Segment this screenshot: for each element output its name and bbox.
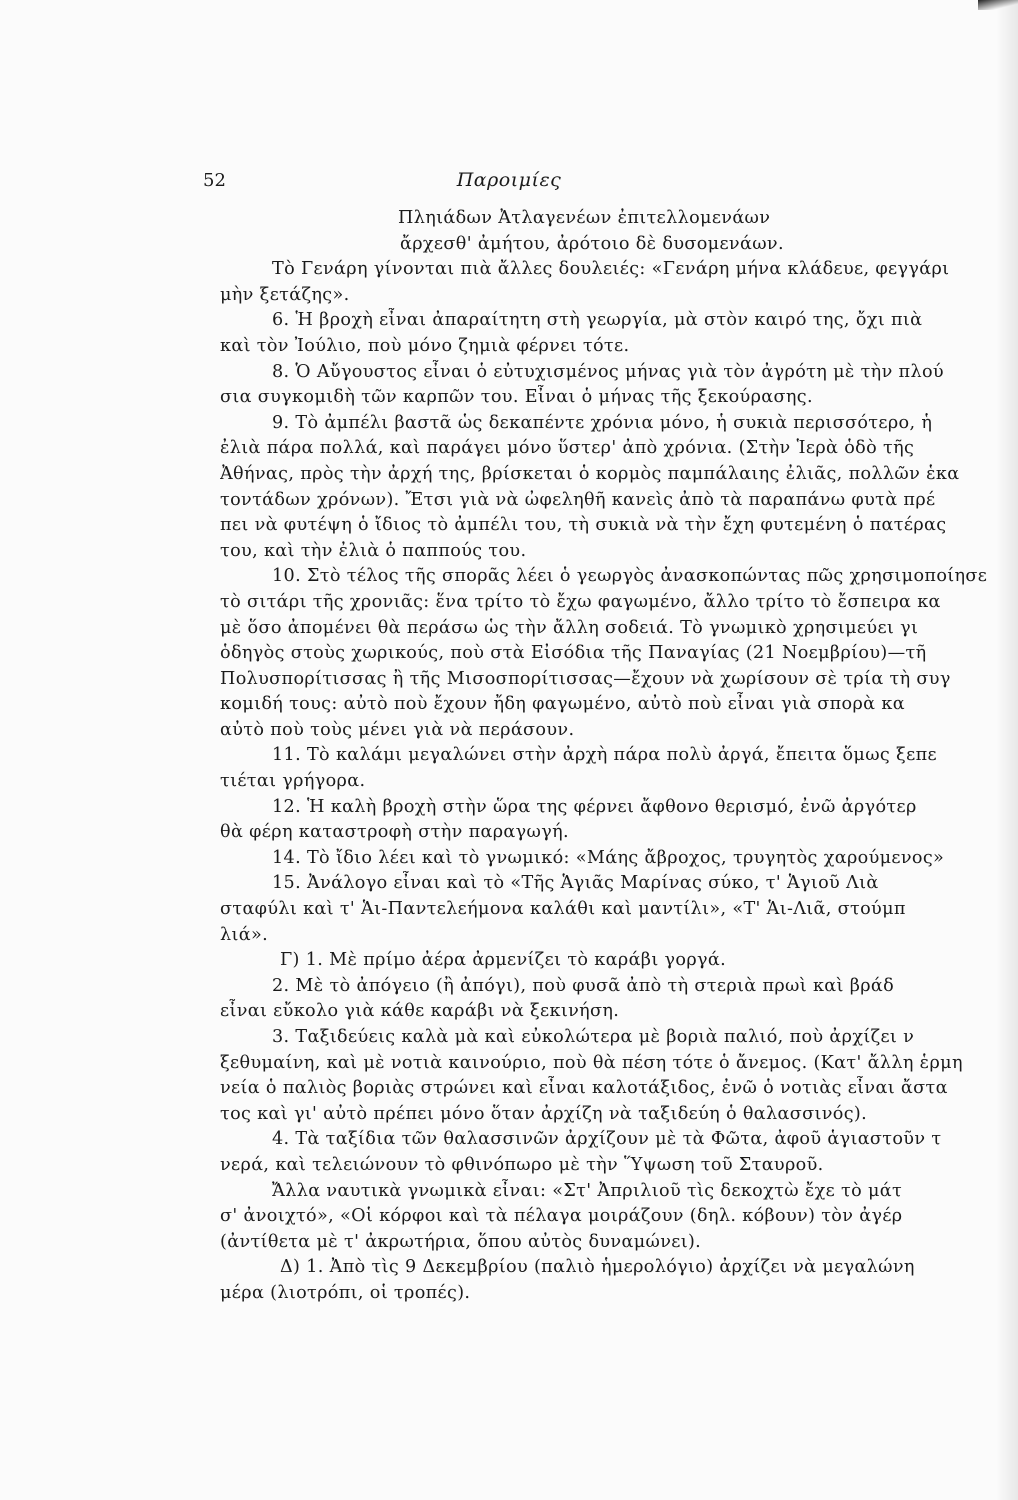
text-line — [220, 820, 1018, 846]
text-line — [220, 206, 1018, 232]
text-line-content: σια συγκομιδὴ τῶν καρπῶν του. Εἶναι ὁ μήνας τῆς ξεκούρασης. — [220, 387, 813, 408]
text-line — [220, 974, 1018, 1000]
text-line — [220, 667, 1018, 693]
text-line — [220, 923, 1018, 949]
text-line — [220, 871, 1018, 897]
text-line — [220, 1153, 1018, 1179]
text-line-content: τὸ σιτάρι τῆς χρονιᾶς: ἕνα τρίτο τὸ ἔχω φαγωμένο, ἄλλο τρίτο τὸ ἔσπειρα κα — [220, 591, 941, 612]
text-line-content: μὴν ξετάζης». — [220, 284, 350, 305]
text-line — [220, 769, 1018, 795]
text-line — [220, 1204, 1018, 1230]
text-line — [220, 436, 1018, 462]
text-line — [220, 1179, 1018, 1205]
text-line-content: σταφύλι καὶ τ' Ἁι-Παντελεήμονα καλάθι καὶ μαντίλι», «Τ' Ἁι-Λιᾶ, στούμπ — [220, 899, 906, 920]
text-line — [220, 846, 1018, 872]
text-line — [220, 488, 1018, 514]
text-line-content: 3. Ταξιδεύεις καλὰ μὰ καὶ εὐκολώτερα μὲ βοριὰ παλιό, ποὺ ἀρχίζει ν — [272, 1027, 915, 1047]
text-line — [220, 999, 1018, 1025]
text-line-content: 10. Στὸ τέλος τῆς σπορᾶς λέει ὁ γεωργὸς ἀνασκοπώντας πῶς χρησιμοποίησε — [272, 566, 988, 587]
text-line-content: 15. Ἀνάλογο εἶναι καὶ τὸ «Τῆς Ἁγιᾶς Μαρίνας σύκο, τ' Ἁγιοῦ Λιὰ — [272, 873, 879, 894]
text-line-content: Γ) 1. Μὲ πρίμο ἀέρα ἀρμενίζει τὸ καράβι γοργά. — [280, 950, 727, 971]
text-line — [220, 1102, 1018, 1128]
text-line-content: 8. Ὁ Αὔγουστος εἶναι ὁ εὐτυχισμένος μήνας γιὰ τὸν ἀγρότη μὲ τὴν πλού — [272, 361, 944, 382]
text-line — [220, 334, 1018, 360]
text-line-content: 14. Τὸ ἴδιο λέει καὶ τὸ γνωμικό: «Μάης ἄβροχος, τρυγητὸς χαρούμενος» — [272, 847, 945, 868]
text-line-content: μέρα (λιοτρόπι, οἱ τροπές). — [220, 1282, 471, 1303]
text-line — [220, 539, 1018, 565]
text-line-content: λιά». — [220, 924, 269, 945]
text-line-content: Τὸ Γενάρη γίνονται πιὰ ἄλλες δουλειές: «Γενάρη μήνα κλάδευε, φεγγάρι — [272, 259, 950, 280]
text-line-content: του, καὶ τὴν ἐλιὰ ὁ παππούς του. — [220, 540, 527, 561]
text-line-content: 9. Τὸ ἀμπέλι βαστᾶ ὡς δεκαπέντε χρόνια μόνο, ἡ συκιὰ περισσότερο, ἡ — [272, 412, 933, 433]
text-line — [220, 564, 1018, 590]
text-line-content: Πληιάδων Ἀτλαγενέων ἐπιτελλομενάων — [398, 208, 771, 228]
text-line — [220, 590, 1018, 616]
text-line-content: ἐλιὰ πάρα πολλά, καὶ παράγει μόνο ὕστερ' ἀπὸ χρόνια. (Στὴν Ἱερὰ ὁδὸ τῆς — [220, 438, 915, 459]
text-line-content: νερά, καὶ τελειώνουν τὸ φθινόπωρο μὲ τὴν Ὕψωση τοῦ Σταυροῦ. — [220, 1154, 824, 1175]
text-line — [220, 462, 1018, 488]
text-line-content: Δ) 1. Ἀπὸ τὶς 9 Δεκεμβρίου (παλιὸ ἡμερολόγιο) ἀρχίζει νὰ μεγαλώνη — [280, 1257, 915, 1278]
text-line-content: 2. Μὲ τὸ ἀπόγειο (ἢ ἀπόγι), ποὺ φυσᾶ ἀπὸ τὴ στεριὰ πρωὶ καὶ βράδ — [272, 975, 895, 996]
text-line — [220, 718, 1018, 744]
text-line — [220, 257, 1018, 283]
text-line-content: θὰ φέρη καταστροφὴ στὴν παραγωγή. — [220, 822, 569, 843]
text-line-content: τος καὶ γι' αὐτὸ πρέπει μόνο ὅταν ἀρχίζη νὰ ταξιδεύη ὁ θαλασσινός). — [220, 1103, 868, 1124]
text-line — [220, 743, 1018, 769]
text-line-content: εἶναι εὔκολο γιὰ κάθε καράβι νὰ ξεκινήση. — [220, 1001, 620, 1022]
text-line-content: νεία ὁ παλιὸς βοριὰς στρώνει καὶ εἶναι καλοτάξιδος, ἐνῶ ὁ νοτιὰς εἶναι ἄστα — [220, 1078, 948, 1099]
text-line — [220, 411, 1018, 437]
text-line — [220, 948, 1018, 974]
text-line-content: καὶ τὸν Ἰούλιο, ποὺ μόνο ζημιὰ φέρνει τότε. — [220, 335, 630, 356]
text-line-content: σ' ἀνοιχτό», «Οἱ κόρφοι καὶ τὰ πέλαγα μοιράζουν (δηλ. κόβουν) τὸν ἀγέρ — [220, 1206, 903, 1227]
text-line-content: Ἄλλα ναυτικὰ γνωμικὰ εἶναι: «Στ' Ἀπριλιοῦ τὶς δεκοχτὼ ἔχε τὸ μάτ — [272, 1180, 903, 1201]
text-line-content: τοντάδων χρόνων). Ἔτσι γιὰ νὰ ὠφεληθῆ κανεὶς ἀπὸ τὰ παραπάνω φυτὰ πρέ — [220, 489, 936, 510]
text-line-content: (ἀντίθετα μὲ τ' ἀκρωτήρια, ὅπου αὐτὸς δυναμώνει). — [220, 1231, 702, 1252]
text-line-content: 4. Τὰ ταξίδια τῶν θαλασσινῶν ἀρχίζουν μὲ τὰ Φῶτα, ἀφοῦ ἁγιαστοῦν τ — [272, 1129, 942, 1150]
text-line — [220, 308, 1018, 334]
scan-corner-mark — [978, 0, 1018, 10]
text-line — [220, 283, 1018, 309]
text-line-content: ξεθυμαίνη, καὶ μὲ νοτιὰ καινούριο, ποὺ θὰ πέση τότε ὁ ἄνεμος. (Κατ' ἄλλη ἑρμη — [220, 1052, 963, 1073]
text-line-content: ἄρχεσθ' ἀμήτου, ἀρότοιο δὲ δυσομενάων. — [400, 233, 784, 254]
text-line — [220, 1051, 1018, 1077]
text-line — [220, 897, 1018, 923]
text-line — [220, 795, 1018, 821]
text-line-content: μὲ ὅσο ἀπομένει θὰ περάσω ὡς τὴν ἄλλη σοδειά. Τὸ γνωμικὸ χρησιμεύει γι — [220, 617, 919, 638]
text-line-content: κομιδή τους: αὐτὸ ποὺ ἔχουν ἤδη φαγωμένο, αὐτὸ ποὺ εἶναι γιὰ σπορὰ κα — [220, 694, 905, 715]
text-line — [220, 692, 1018, 718]
text-line — [220, 1076, 1018, 1102]
running-head-title: Παροιμίες — [456, 169, 562, 191]
text-line — [220, 1255, 1018, 1281]
text-line-content: 6. Ἡ βροχὴ εἶναι ἀπαραίτητη στὴ γεωργία, μὰ στὸν καιρό της, ὄχι πιὰ — [272, 310, 923, 331]
body-text — [220, 206, 1018, 1307]
text-line-content: αὐτὸ ποὺ τοὺς μένει γιὰ νὰ περάσουν. — [220, 719, 575, 740]
text-line-content: 12. Ἡ καλὴ βροχὴ στὴν ὥρα της φέρνει ἄφθονο θερισμό, ἐνῶ ἀργότερ — [272, 796, 917, 817]
text-line-content: Πολυσπορίτισσας ἢ τῆς Μισοσπορίτισσας—ἔχουν νὰ χωρίσουν σὲ τρία τὴ συγ — [220, 668, 951, 689]
text-line — [220, 616, 1018, 642]
text-line — [220, 513, 1018, 539]
text-line — [220, 385, 1018, 411]
text-line — [220, 641, 1018, 667]
page-number: 52 — [203, 170, 226, 191]
text-line — [220, 1230, 1018, 1256]
text-line-content: τιέται γρήγορα. — [220, 771, 366, 792]
text-line-content: 11. Τὸ καλάμι μεγαλώνει στὴν ἀρχὴ πάρα πολὺ ἀργά, ἔπειτα ὅμως ξεπε — [272, 745, 937, 766]
text-line — [220, 1025, 1018, 1051]
text-line-content: Ἀθήνας, πρὸς τὴν ἀρχή της, βρίσκεται ὁ κορμὸς παμπάλαιης ἐλιᾶς, πολλῶν ἑκα — [220, 463, 960, 484]
text-line-content: πει νὰ φυτέψη ὁ ἴδιος τὸ ἀμπέλι του, τὴ συκιὰ νὰ τὴν ἔχη φυτεμένη ὁ πατέρας — [220, 515, 947, 536]
text-line — [220, 1281, 1018, 1307]
text-line — [220, 1127, 1018, 1153]
text-line-content: ὁδηγὸς στοὺς χωρικούς, ποὺ στὰ Εἰσόδια τῆς Παναγίας (21 Νοεμβρίου)—τῆ — [220, 643, 927, 664]
text-line — [220, 232, 1018, 258]
text-line — [220, 360, 1018, 386]
